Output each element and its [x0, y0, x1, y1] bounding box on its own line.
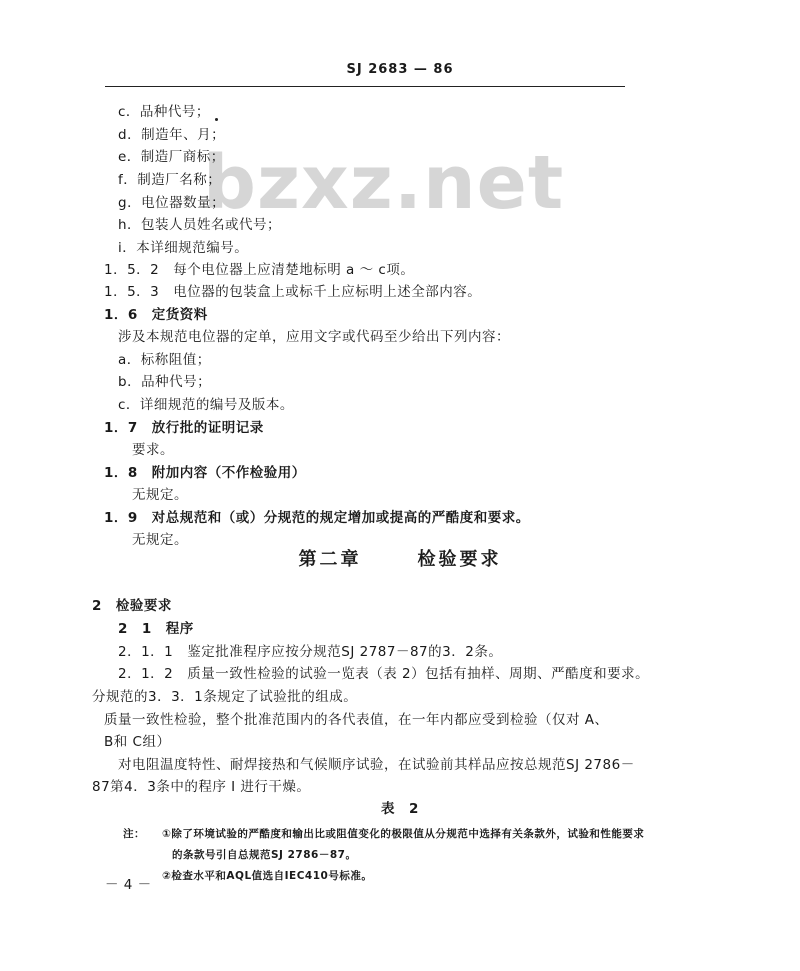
heading-1-7: 1．7 放行批的证明记录: [104, 420, 264, 436]
chapter-number: 第二章: [298, 549, 362, 570]
note-2: ②检查水平和AQL值选自IEC410号标准。: [162, 870, 373, 882]
clause-2-1-1: 2．1．1 鉴定批准程序应按分规范SJ 2787－87的3．2条。: [118, 644, 503, 660]
chapter-heading: [0, 545, 800, 571]
note-1: ①除了环境试验的严酷度和输出比或阻值变化的极限值从分规范中选择有关条款外，试验和性能要求: [162, 828, 645, 840]
heading-1-8: 1．8 附加内容（不作检验用）: [104, 465, 306, 481]
clause-1-5-3: 1．5．3 电位器的包装盒上或标千上应标明上述全部内容。: [104, 284, 482, 300]
page-header-doc-code: SJ 2683 — 86: [346, 62, 454, 77]
chapter-title: 检验要求: [417, 549, 502, 570]
text-no-rule-2: 无规定。: [132, 532, 188, 548]
list-item-h: h．包装人员姓名或代号；: [118, 217, 282, 233]
paragraph-order-info: 涉及本规范电位器的定单，应用文字或代码至少给出下列内容：: [118, 329, 510, 345]
text-no-rule-1: 无规定。: [132, 487, 188, 503]
scan-speck: [215, 118, 218, 121]
heading-1-9: 1．9 对总规范和（或）分规范的规定增加或提高的严酷度和要求。: [104, 510, 530, 526]
notes-label: 注：: [123, 828, 145, 840]
text-requirement: 要求。: [132, 442, 174, 458]
list-item-c: c．品种代号；: [118, 104, 210, 120]
list-item-f: f．制造厂名称；: [118, 172, 222, 188]
note-1-cont: 的条款号引自总规范SJ 2786－87。: [172, 849, 357, 861]
section-2-1-heading: 2 1 程序: [118, 621, 194, 637]
order-item-b: b．品种代号；: [118, 374, 212, 390]
clause-2-1-2: 2．1．2 质量一致性检验的试验一览表（表 2）包括有抽样、周期、严酷度和要求。: [118, 666, 650, 682]
clause-1-5-2: 1．5．2 每个电位器上应清楚地标明 a ～ c项。: [104, 262, 415, 278]
paragraph-drying-cont: 87第4．3条中的程序 I 进行干燥。: [92, 779, 311, 795]
paragraph-quality: 质量一致性检验，整个批准范围内的各代表值，在一年内都应受到检验（仅对 A、: [104, 712, 609, 728]
list-item-g: g．电位器数量；: [118, 195, 226, 211]
watermark: bzxz.net: [203, 140, 565, 226]
table-caption: 表 2: [381, 801, 419, 817]
list-item-d: d．制造年、月；: [118, 127, 226, 143]
order-item-a: a．标称阻值；: [118, 352, 211, 368]
page-number: － 4 －: [105, 877, 152, 893]
header-rule: [105, 86, 625, 87]
list-item-e: e．制造厂商标；: [118, 149, 225, 165]
heading-1-6: 1．6 定货资料: [104, 307, 208, 323]
section-2-heading: 2 检验要求: [92, 598, 172, 614]
list-item-i: i．本详细规范编号。: [118, 240, 249, 256]
clause-2-1-2-cont: 分规范的3．3．1条规定了试验批的组成。: [92, 689, 358, 705]
order-item-c: c．详细规范的编号及版本。: [118, 397, 294, 413]
paragraph-drying: 对电阻温度特性、耐焊接热和气候顺序试验，在试验前其样品应按总规范SJ 2786－: [118, 757, 635, 773]
paragraph-quality-cont: B和 C组）: [104, 734, 171, 750]
